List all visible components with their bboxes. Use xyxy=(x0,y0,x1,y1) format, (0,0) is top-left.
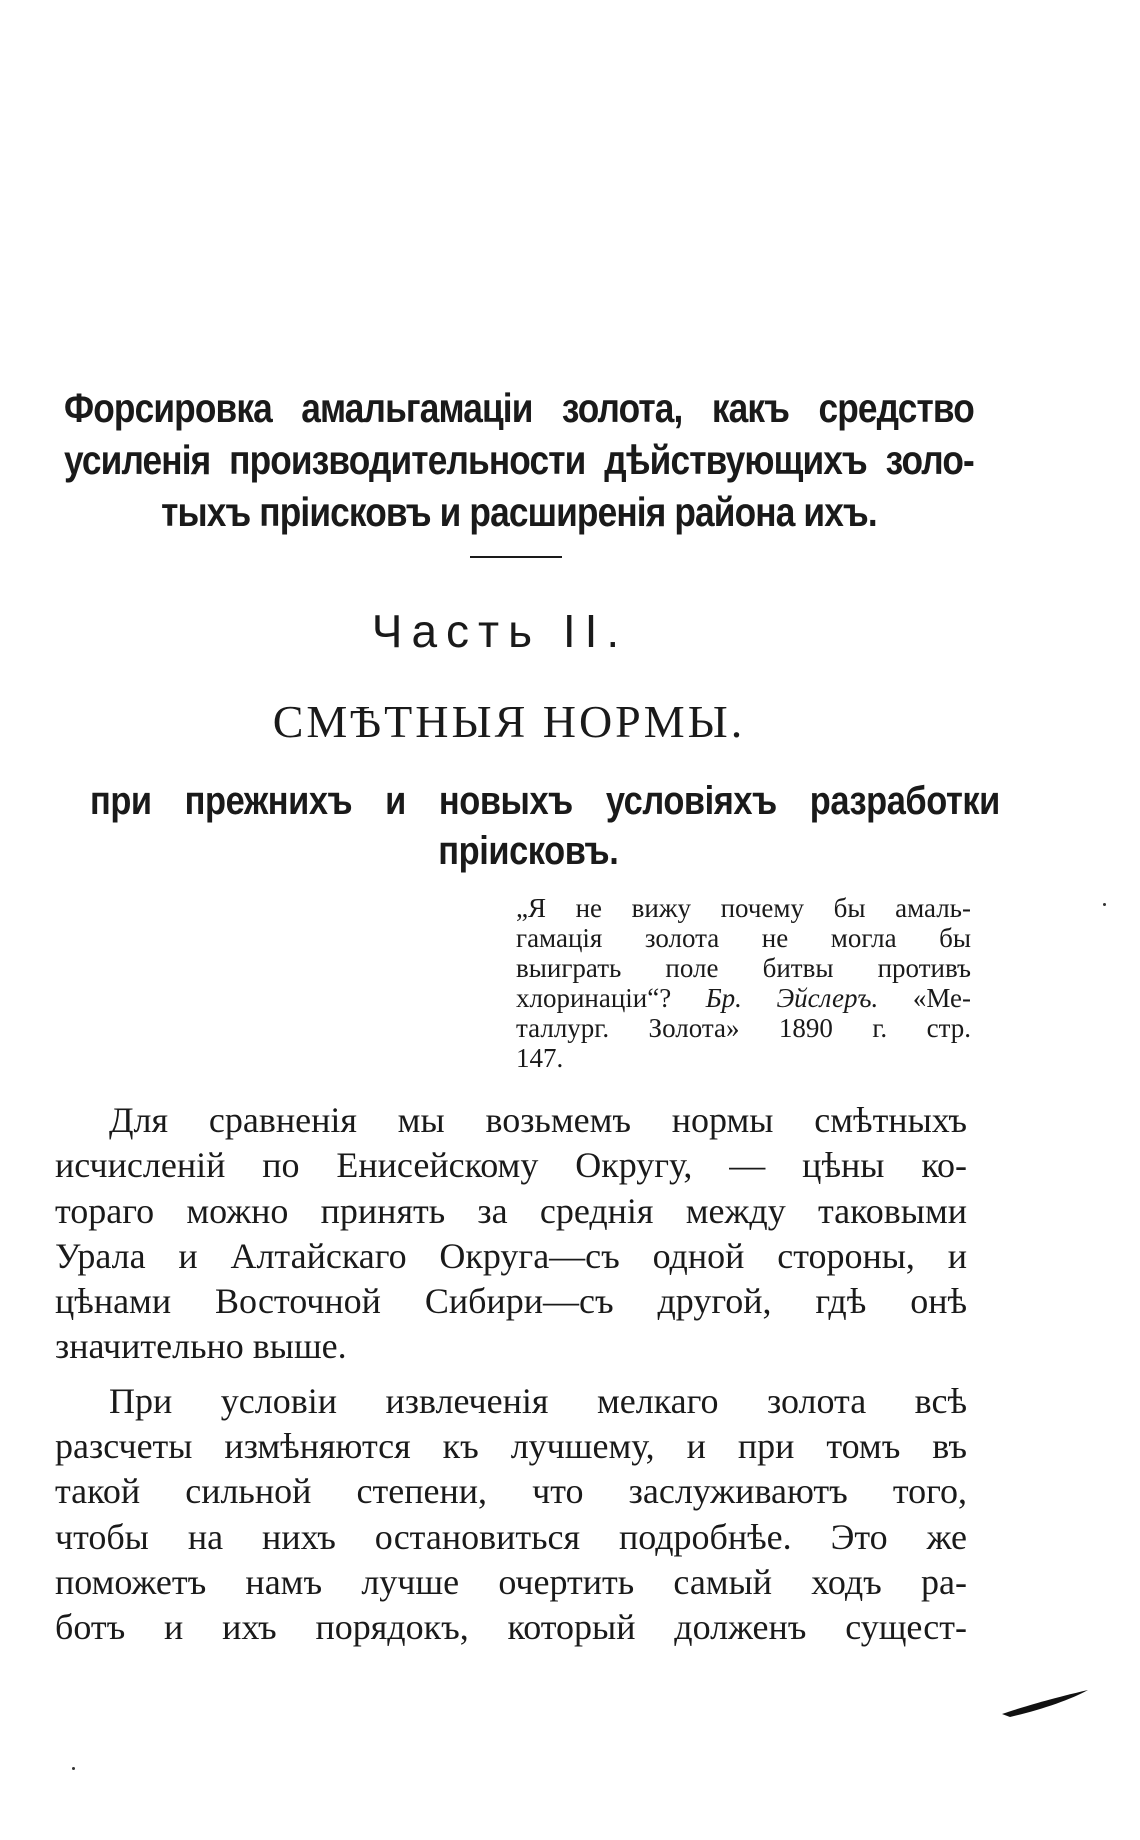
chapter-title xyxy=(64,382,974,538)
title-line-3: тыхъ пріисковъ и расширенія района ихъ. xyxy=(161,489,877,535)
paragraph-2 xyxy=(55,1379,967,1651)
paragraph-2-line: такой сильной степени, что заслуживаютъ того, xyxy=(55,1471,967,1512)
subtitle-line-1: при прежнихъ и новыхъ условіяхъ разработки xyxy=(90,779,1000,823)
paragraph-2-line: чтобы на нихъ остановиться подробнѣе. Это же xyxy=(55,1516,967,1557)
paragraph-2-line: поможетъ намъ лучше очертить самый ходъ ра- xyxy=(55,1561,967,1602)
epigraph-source-start: «Ме- xyxy=(878,983,971,1013)
body-text xyxy=(55,1098,967,1651)
paragraph-1-line: Для сравненія мы возьмемъ нормы смѣтныхъ xyxy=(109,1100,967,1140)
paragraph-1-line: цѣнами Восточной Сибири—съ другой, гдѣ онѣ xyxy=(55,1281,967,1322)
paragraph-1 xyxy=(55,1098,967,1370)
epigraph-line-6: 147. xyxy=(516,1043,564,1073)
epigraph-line-1: „Я не вижу почему бы амаль- xyxy=(516,893,971,923)
epigraph-quote-end: хлоринаціи“? xyxy=(516,983,706,1013)
paragraph-2-line: При условіи извлеченія мелкаго золота всѣ xyxy=(109,1380,967,1421)
title-divider xyxy=(470,556,562,558)
section-subtitle xyxy=(90,776,1000,876)
paragraph-1-line: Урала и Алтайскаго Округа—съ одной стороны, и xyxy=(55,1235,967,1276)
epigraph-line-4 xyxy=(516,983,971,1013)
ink-speck xyxy=(1103,903,1106,906)
paragraph-2-line: ботъ и ихъ порядокъ, который долженъ сущест- xyxy=(55,1607,967,1648)
title-line-1: Форсировка амальгамаціи золота, какъ средство xyxy=(64,385,974,431)
epigraph-line-5: таллург. Золота» 1890 г. стр. xyxy=(516,1013,971,1043)
title-line-2: усиленія производительности дѣйствующихъ золо- xyxy=(64,437,974,483)
part-heading: Часть II. xyxy=(371,605,629,657)
paragraph-1-line: значительно выше. xyxy=(55,1326,347,1367)
epigraph-author: Бр. Эйслеръ. xyxy=(705,983,879,1013)
epigraph-line-2: гамація золота не могла бы xyxy=(516,923,971,953)
paragraph-1-line: исчисленій по Енисейскому Округу, — цѣны ко- xyxy=(55,1145,967,1186)
ink-speck xyxy=(72,1767,75,1770)
ink-blot xyxy=(1000,1688,1090,1718)
paragraph-2-line: разсчеты измѣняются къ лучшему, и при томъ въ xyxy=(55,1426,967,1467)
epigraph xyxy=(516,893,971,1073)
subtitle-line-2: пріисковъ. xyxy=(438,829,619,873)
paragraph-1-line: тораго можно принять за среднія между таковыми xyxy=(55,1190,967,1231)
section-title: СМѢТНЫЯ НОРМЫ. xyxy=(272,696,746,747)
epigraph-line-3: выиграть поле битвы противъ xyxy=(516,953,971,983)
